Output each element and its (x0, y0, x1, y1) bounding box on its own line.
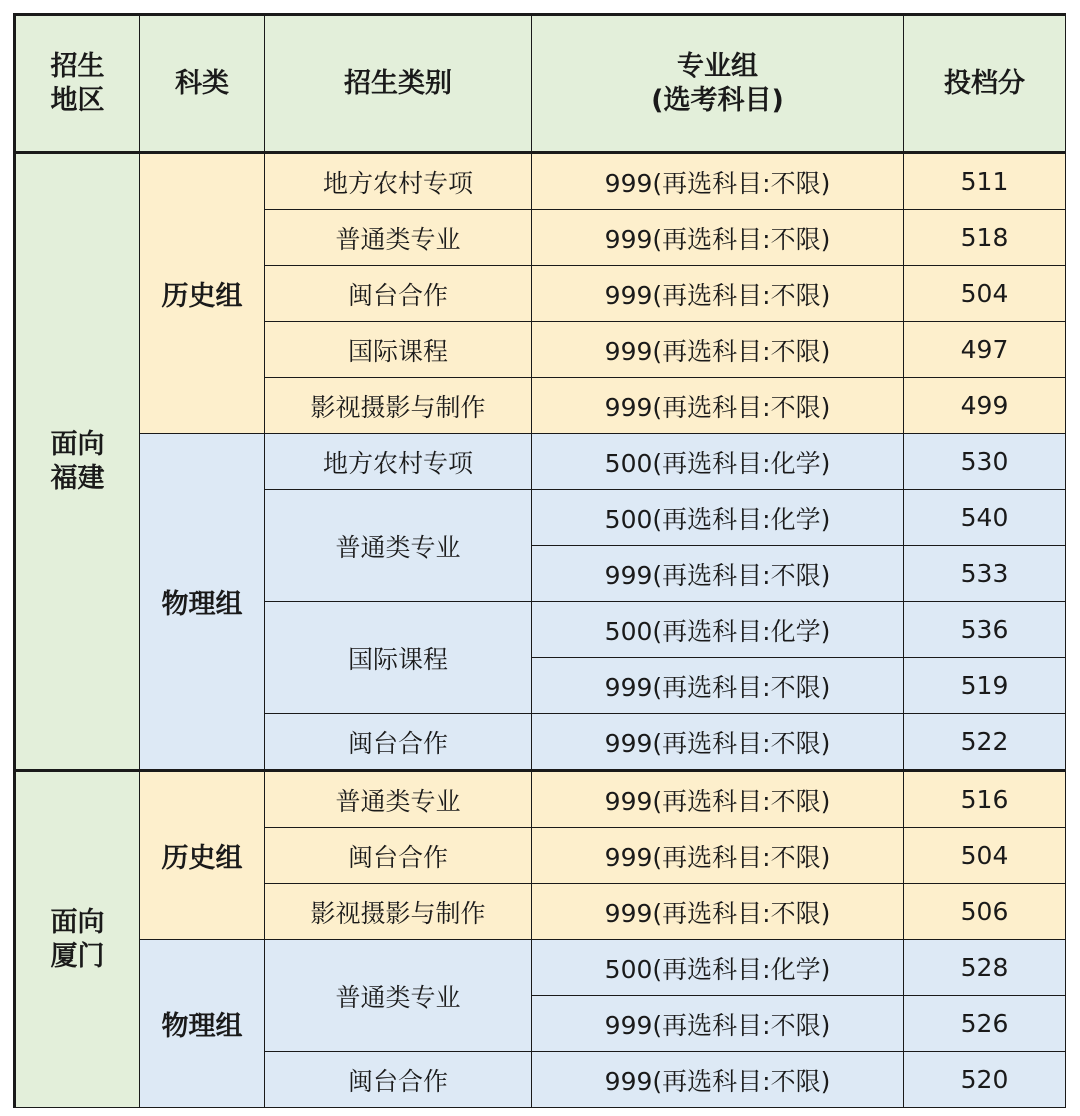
header-group (532, 15, 904, 153)
category-cell: 影视摄影与制作 (265, 884, 532, 940)
header-region (15, 15, 140, 153)
score-cell: 540 (904, 490, 1066, 546)
table-row (15, 940, 1066, 996)
group-cell: 500(再选科目:化学) (532, 490, 904, 546)
category-cell: 普通类专业 (265, 940, 532, 1052)
score-cell: 506 (904, 884, 1066, 940)
table-row (15, 434, 1066, 490)
group-cell: 999(再选科目:不限) (532, 322, 904, 378)
group-cell: 500(再选科目:化学) (532, 602, 904, 658)
group-cell: 999(再选科目:不限) (532, 210, 904, 266)
score-cell: 518 (904, 210, 1066, 266)
category-cell: 国际课程 (265, 602, 532, 714)
category-cell: 国际课程 (265, 322, 532, 378)
region-name-line2: 厦门 (50, 940, 105, 972)
category-cell: 地方农村专项 (265, 434, 532, 490)
group-cell: 999(再选科目:不限) (532, 996, 904, 1052)
subject-cell-history: 历史组 (140, 153, 265, 434)
category-cell: 普通类专业 (265, 210, 532, 266)
score-cell: 499 (904, 378, 1066, 434)
score-cell: 504 (904, 828, 1066, 884)
score-cell: 511 (904, 153, 1066, 210)
score-cell: 522 (904, 714, 1066, 771)
category-cell: 普通类专业 (265, 771, 532, 828)
category-cell: 影视摄影与制作 (265, 378, 532, 434)
header-group-line2: (选考科目) (651, 84, 784, 116)
score-cell: 504 (904, 266, 1066, 322)
group-cell: 999(再选科目:不限) (532, 771, 904, 828)
header-row (15, 15, 1066, 153)
header-category: 招生类别 (265, 15, 532, 153)
group-cell: 999(再选科目:不限) (532, 658, 904, 714)
header-score: 投档分 (904, 15, 1066, 153)
score-cell: 533 (904, 546, 1066, 602)
category-cell: 普通类专业 (265, 490, 532, 602)
score-cell: 530 (904, 434, 1066, 490)
header-region-line1: 招生 (50, 50, 105, 82)
region-name-line1: 面向 (50, 906, 105, 938)
group-cell: 500(再选科目:化学) (532, 940, 904, 996)
score-cell: 519 (904, 658, 1066, 714)
header-subject: 科类 (140, 15, 265, 153)
region-cell-fujian (15, 153, 140, 771)
region-cell-xiamen (15, 771, 140, 1108)
group-cell: 999(再选科目:不限) (532, 266, 904, 322)
group-cell: 999(再选科目:不限) (532, 1052, 904, 1108)
subject-cell-physics: 物理组 (140, 434, 265, 771)
subject-cell-physics: 物理组 (140, 940, 265, 1108)
category-cell: 闽台合作 (265, 1052, 532, 1108)
group-cell: 999(再选科目:不限) (532, 378, 904, 434)
subject-cell-history: 历史组 (140, 771, 265, 940)
region-name-line2: 福建 (50, 462, 105, 494)
category-cell: 闽台合作 (265, 828, 532, 884)
category-cell: 闽台合作 (265, 266, 532, 322)
category-cell: 地方农村专项 (265, 153, 532, 210)
admission-score-table-container (13, 13, 1064, 1108)
group-cell: 999(再选科目:不限) (532, 153, 904, 210)
region-name-line1: 面向 (50, 428, 105, 460)
table-row (15, 771, 1066, 828)
score-cell: 520 (904, 1052, 1066, 1108)
group-cell: 999(再选科目:不限) (532, 546, 904, 602)
admission-score-table (13, 13, 1066, 1108)
score-cell: 497 (904, 322, 1066, 378)
table-row (15, 153, 1066, 210)
category-cell: 闽台合作 (265, 714, 532, 771)
score-cell: 526 (904, 996, 1066, 1052)
score-cell: 516 (904, 771, 1066, 828)
header-region-line2: 地区 (50, 84, 105, 116)
group-cell: 999(再选科目:不限) (532, 884, 904, 940)
score-cell: 528 (904, 940, 1066, 996)
group-cell: 500(再选科目:化学) (532, 434, 904, 490)
group-cell: 999(再选科目:不限) (532, 828, 904, 884)
header-group-line1: 专业组 (677, 50, 758, 82)
group-cell: 999(再选科目:不限) (532, 714, 904, 771)
score-cell: 536 (904, 602, 1066, 658)
